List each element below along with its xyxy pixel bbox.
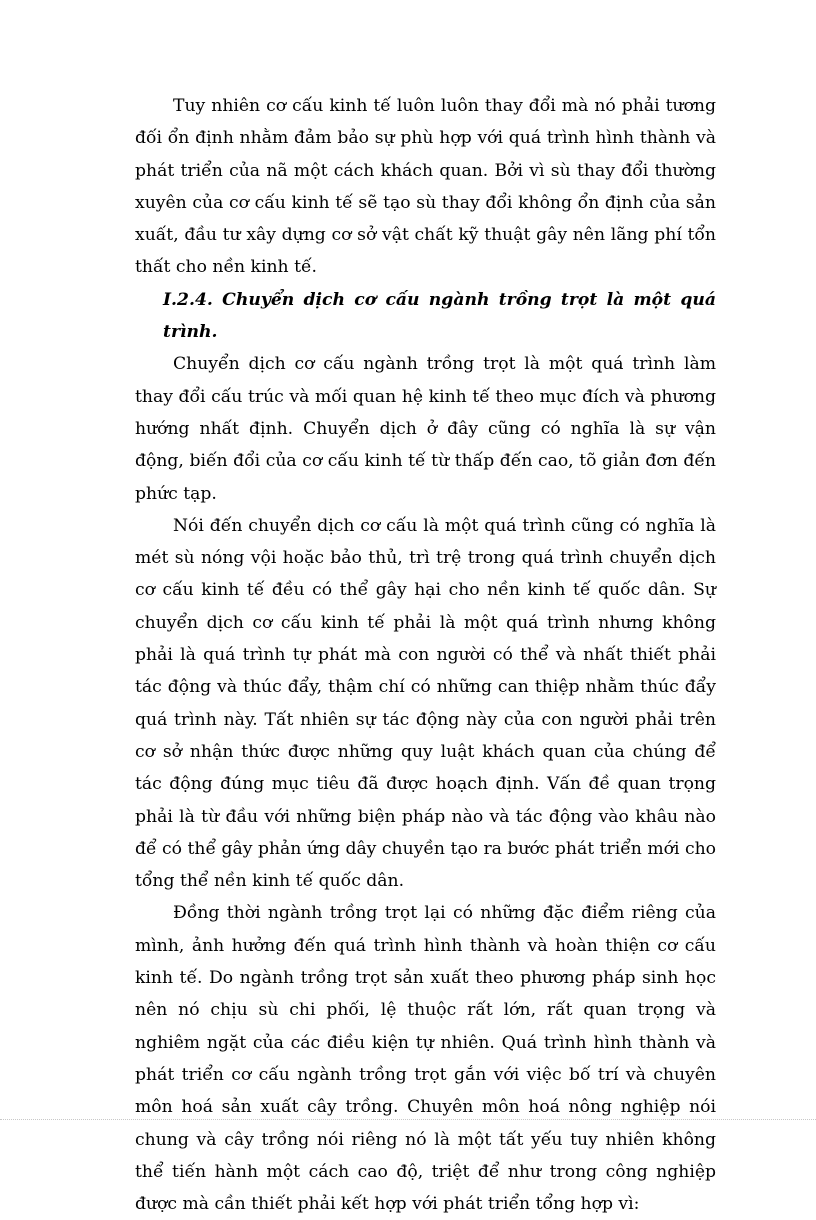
section-heading: I.2.4. Chuyển dịch cơ cấu ngành trồng trọt là một quá trình.	[163, 289, 716, 343]
paragraph-4: Đồng thời ngành trồng trọt lại có những đặc điểm riêng của mình, ảnh hưởng đến quá trình hình thành và hoàn thiện cơ cấu kinh tế. Do ngành trồng trọt sản xuất theo phương pháp sinh học nên nó chịu sù chi phối, lệ thuộc rất lớn, rất quan trọng và nghiêm ngặt của các điều kiện tự nhiên. Quá trình hình thành và phát triển cơ cấu ngành trồng trọt gắn với việc bố trí và chuyên môn hoá sản xuất cây trồng. Chuyên môn hoá nông nghiệp nói chung và cây trồng nói riêng nó là một tất yếu tuy nhiên không thể tiến hành một cách cao độ, triệt để như trong công nghiệp được mà cần thiết phải kết hợp với phát triển tổng hợp vì:	[135, 903, 716, 1215]
paragraph-2: Chuyển dịch cơ cấu ngành trồng trọt là một quá trình làm thay đổi cấu trúc và mối quan hệ kinh tế theo mục đích và phương hướng nhất định. Chuyển dịch ở đây cũng có nghĩa là sự vận động, biến đổi của cơ cấu kinh tế từ thấp đến cao, tõ giản đơn đến phức tạp.	[135, 354, 716, 504]
page-bottom-divider	[0, 1119, 816, 1120]
paragraph-1: Tuy nhiên cơ cấu kinh tế luôn luôn thay đổi mà nó phải tương đối ổn định nhằm đảm bảo sự phù hợp với quá trình hình thành và phát triển của nã một cách khách quan. Bởi vì sù thay đổi thường xuyên của cơ cấu kinh tế sẽ tạo sù thay đổi không ổn định của sản xuất, đầu tư xây dựng cơ sở vật chất kỹ thuật gây nên lãng phí tổn thất cho nền kinh tế.	[135, 96, 716, 278]
paragraph-3: Nói đến chuyển dịch cơ cấu là một quá trình cũng có nghĩa là mét sù nóng vội hoặc bảo thủ, trì trệ trong quá trình chuyển dịch cơ cấu kinh tế đều có thể gây hại cho nền kinh tế quốc dân. Sự chuyển dịch cơ cấu kinh tế phải là một quá trình nhưng không phải là quá trình tự phát mà con người có thể và nhất thiết phải tác động và thúc đẩy, thậm chí có những can thiệp nhằm thúc đẩy quá trình này. Tất nhiên sự tác động này của con người phải trên cơ sở nhận thức được những quy luật khách quan của chúng để tác động đúng mục tiêu đã được hoạch định. Vấn đề quan trọng phải là từ đầu với những biện pháp nào và tác động vào khâu nào để có thể gây phản ứng dây chuyền tạo ra bước phát triển mới cho tổng thể nền kinh tế quốc dân.	[135, 515, 716, 892]
document-body	[135, 90, 716, 1220]
